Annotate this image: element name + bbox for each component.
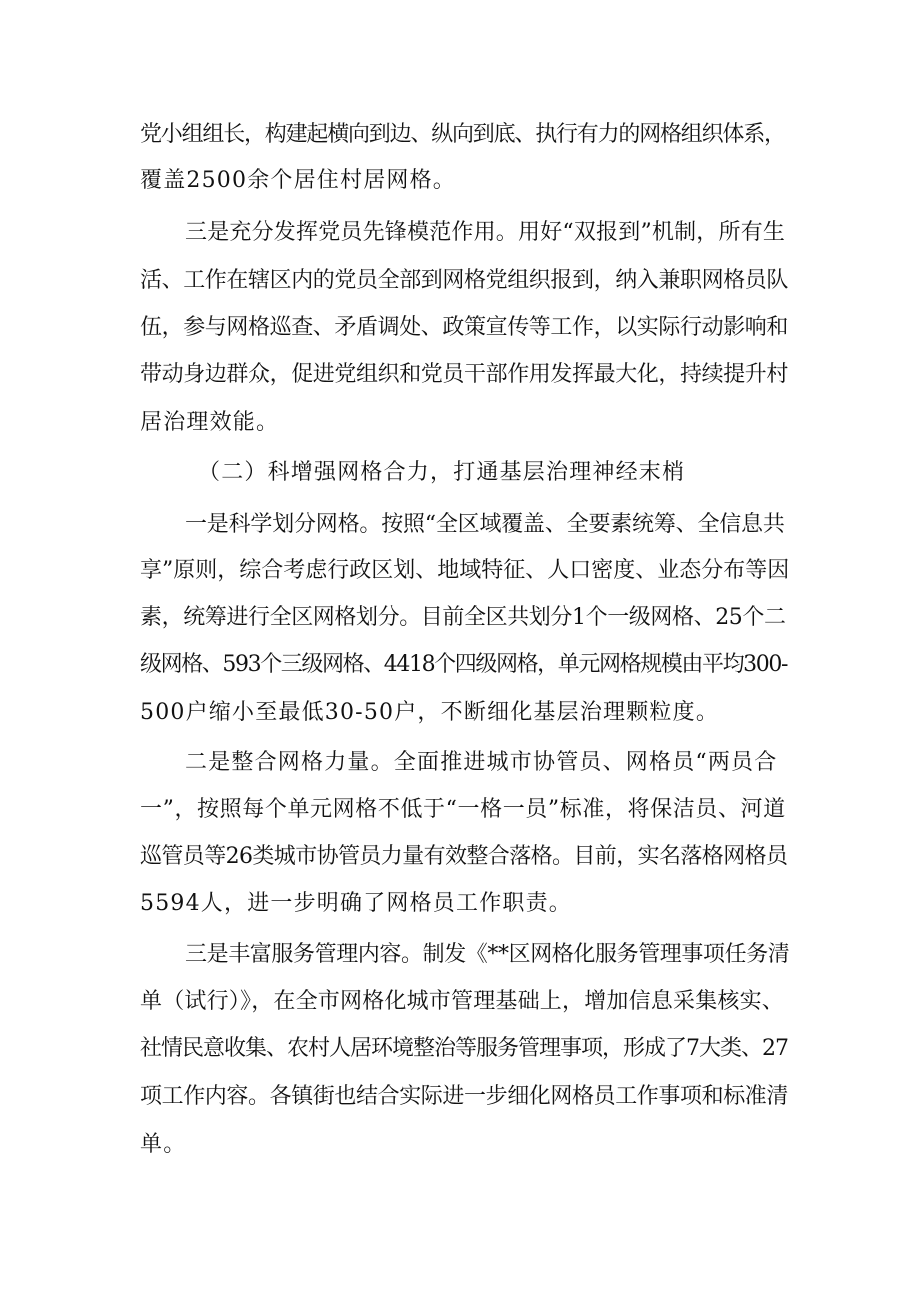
text-line: 5594人，进一步明确了网格员工作职责。 — [140, 891, 572, 916]
text-line: 社情民意收集、农村人居环境整治等服务管理事项，形成了7大类、27 — [140, 1036, 788, 1061]
section-heading: （二）科增强网格合力，打通基层治理神经末梢 — [198, 460, 686, 485]
text-line: 500户缩小至最低30-50户，不断细化基层治理颗粒度。 — [140, 700, 720, 725]
text-line: 级网格、593个三级网格、4418个四级网格，单元网格规模由平均300- — [140, 652, 788, 677]
paragraph-first-line: 一是科学划分网格。按照“全区域覆盖、全要素统筹、全信息共 — [185, 512, 785, 537]
text-line: 享”原则，综合考虑行政区划、地域特征、人口密度、业态分布等因 — [140, 558, 790, 583]
text-line: 一”，按照每个单元网格不低于“一格一员”标准，将保洁员、河道 — [140, 797, 786, 822]
text-line: 伍，参与网格巡查、矛盾调处、政策宣传等工作，以实际行动影响和 — [140, 315, 789, 340]
text-line: 居治理效能。 — [140, 410, 280, 435]
paragraph-first-line: 二是整合网格力量。全面推进城市协管员、网格员“两员合 — [185, 750, 778, 775]
paragraph-first-line: 三是充分发挥党员先锋模范作用。用好“双报到”机制，所有生 — [185, 220, 786, 245]
text-line: 素，统筹进行全区网格划分。目前全区共划分1个一级网格、25个二 — [140, 605, 786, 630]
text-line: 党小组组长，构建起横向到边、纵向到底、执行有力的网格组织体系， — [140, 122, 785, 147]
text-line: 带动身边群众，促进党组织和党员干部作用发挥最大化，持续提升村 — [140, 362, 789, 387]
paragraph-first-line: 三是丰富服务管理内容。制发《**区网格化服务管理事项任务清 — [185, 942, 790, 967]
text-line: 覆盖2500余个居住村居网格。 — [140, 168, 456, 193]
text-line: 单（试行）》，在全市网格化城市管理基础上，增加信息采集核实、 — [140, 989, 785, 1014]
text-line: 巡管员等26类城市协管员力量有效整合落格。目前，实名落格网格员 — [140, 844, 788, 869]
text-line: 项工作内容。各镇街也结合实际进一步细化网格员工作事项和标准清 — [140, 1084, 789, 1109]
text-line: 单。 — [140, 1132, 187, 1157]
text-line: 活、工作在辖区内的党员全部到网格党组织报到，纳入兼职网格员队 — [140, 268, 789, 293]
